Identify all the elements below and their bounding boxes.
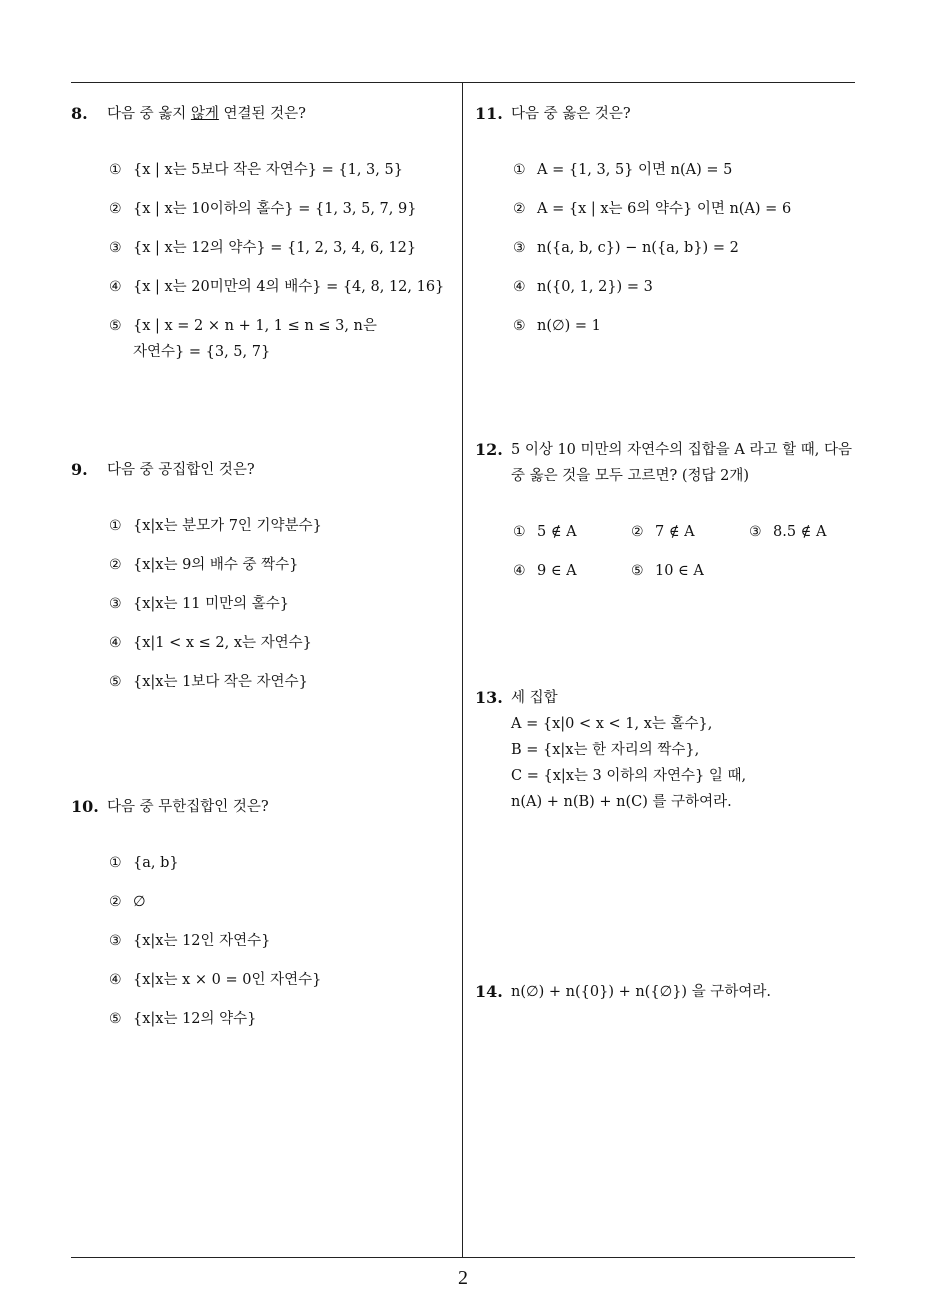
option-1: ① {a, b} (109, 850, 451, 876)
option-1: ① {x | x는 5보다 작은 자연수} = {1, 3, 5} (109, 157, 451, 183)
circled-two-icon: ② (109, 557, 122, 573)
option-4: ④ 9 ∈ A (513, 558, 631, 584)
circled-four-icon: ④ (109, 635, 122, 651)
option-2: ② 7 ∉ A (631, 519, 749, 545)
question-10 (71, 794, 451, 1045)
question-13 (475, 685, 860, 815)
option-2: ② A = {x | x는 6의 약수} 이면 n(A) = 6 (513, 196, 860, 222)
circled-one-icon: ① (109, 162, 122, 178)
circled-three-icon: ③ (749, 524, 762, 540)
top-rule (71, 82, 855, 83)
option-list (513, 157, 860, 339)
question-number: 12. (475, 440, 503, 459)
option-5: ⑤ {x | x = 2 × n + 1, 1 ≤ n ≤ 3, n은 자연수} = {3, 5, 7} (109, 313, 451, 365)
option-list (513, 519, 860, 584)
question-number: 10. (71, 797, 99, 816)
question-text: 5 이상 10 미만의 자연수의 집합을 A 라고 할 때, 다음 중 옳은 것을 모두 고르면? (정답 2개) (511, 442, 852, 484)
option-3: ③ 8.5 ∉ A (749, 519, 867, 545)
circled-two-icon: ② (513, 201, 526, 217)
option-list (109, 513, 451, 695)
option-5: ⑤ 10 ∈ A (631, 558, 749, 584)
option-5: ⑤ {x|x는 1보다 작은 자연수} (109, 669, 451, 695)
option-4: ④ {x|1 < x ≤ 2, x는 자연수} (109, 630, 451, 656)
question-text: 다음 중 옳은 것은? (511, 106, 631, 122)
question-text: 다음 중 옳지 않게 연결된 것은? (107, 106, 306, 122)
circled-five-icon: ⑤ (631, 563, 644, 579)
question-number: 13. (475, 688, 503, 707)
bottom-rule (71, 1257, 855, 1258)
column-divider (462, 82, 463, 1258)
option-2: ② {x | x는 10이하의 홀수} = {1, 3, 5, 7, 9} (109, 196, 451, 222)
option-4: ④ n({0, 1, 2}) = 3 (513, 274, 860, 300)
circled-four-icon: ④ (513, 279, 526, 295)
option-3: ③ {x | x는 12의 약수} = {1, 2, 3, 4, 6, 12} (109, 235, 451, 261)
option-1: ① A = {1, 3, 5} 이면 n(A) = 5 (513, 157, 860, 183)
circled-two-icon: ② (109, 894, 122, 910)
option-3: ③ {x|x는 12인 자연수} (109, 928, 451, 954)
circled-four-icon: ④ (513, 563, 526, 579)
question-number: 9. (71, 460, 88, 479)
circled-five-icon: ⑤ (513, 318, 526, 334)
option-4: ④ {x | x는 20미만의 4의 배수} = {4, 8, 12, 16} (109, 274, 451, 300)
option-5: ⑤ n(∅) = 1 (513, 313, 860, 339)
set-c-line: C = {x|x는 3 이하의 자연수} 일 때, (511, 768, 747, 784)
circled-three-icon: ③ (109, 596, 122, 612)
set-b-line: B = {x|x는 한 자리의 짝수}, (511, 742, 700, 758)
option-1: ① 5 ∉ A (513, 519, 631, 545)
circled-four-icon: ④ (109, 972, 122, 988)
option-5: ⑤ {x|x는 12의 약수} (109, 1006, 451, 1032)
question-9 (71, 457, 451, 708)
circled-one-icon: ① (513, 524, 526, 540)
question-body (511, 711, 860, 815)
circled-one-icon: ① (109, 855, 122, 871)
question-11 (475, 101, 860, 352)
circled-five-icon: ⑤ (109, 318, 122, 334)
option-list (109, 850, 451, 1032)
question-number: 11. (475, 104, 503, 123)
set-a-line: A = {x|0 < x < 1, x는 홀수}, (511, 716, 713, 732)
circled-five-icon: ⑤ (109, 674, 122, 690)
circled-two-icon: ② (631, 524, 644, 540)
question-text: n(∅) + n({0}) + n({∅}) 을 구하여라. (511, 984, 771, 1000)
option-3: ③ n({a, b, c}) − n({a, b}) = 2 (513, 235, 860, 261)
circled-two-icon: ② (109, 201, 122, 217)
instruction-line: n(A) + n(B) + n(C) 를 구하여라. (511, 794, 732, 810)
option-4: ④ {x|x는 x × 0 = 0인 자연수} (109, 967, 451, 993)
option-3: ③ {x|x는 11 미만의 홀수} (109, 591, 451, 617)
question-12 (475, 437, 860, 584)
circled-one-icon: ① (109, 518, 122, 534)
question-8 (71, 101, 451, 378)
option-list (109, 157, 451, 365)
page-number: 2 (458, 1267, 468, 1289)
question-number: 8. (71, 104, 88, 123)
circled-five-icon: ⑤ (109, 1011, 122, 1027)
circled-one-icon: ① (513, 162, 526, 178)
circled-three-icon: ③ (513, 240, 526, 256)
question-14 (475, 979, 860, 1005)
circled-three-icon: ③ (109, 240, 122, 256)
option-2: ② ∅ (109, 889, 451, 915)
circled-four-icon: ④ (109, 279, 122, 295)
question-text: 다음 중 무한집합인 것은? (107, 799, 269, 815)
option-1: ① {x|x는 분모가 7인 기약분수} (109, 513, 451, 539)
circled-three-icon: ③ (109, 933, 122, 949)
question-number: 14. (475, 982, 503, 1001)
option-2: ② {x|x는 9의 배수 중 짝수} (109, 552, 451, 578)
question-text: 세 집합 (511, 690, 558, 706)
question-text: 다음 중 공집합인 것은? (107, 462, 255, 478)
